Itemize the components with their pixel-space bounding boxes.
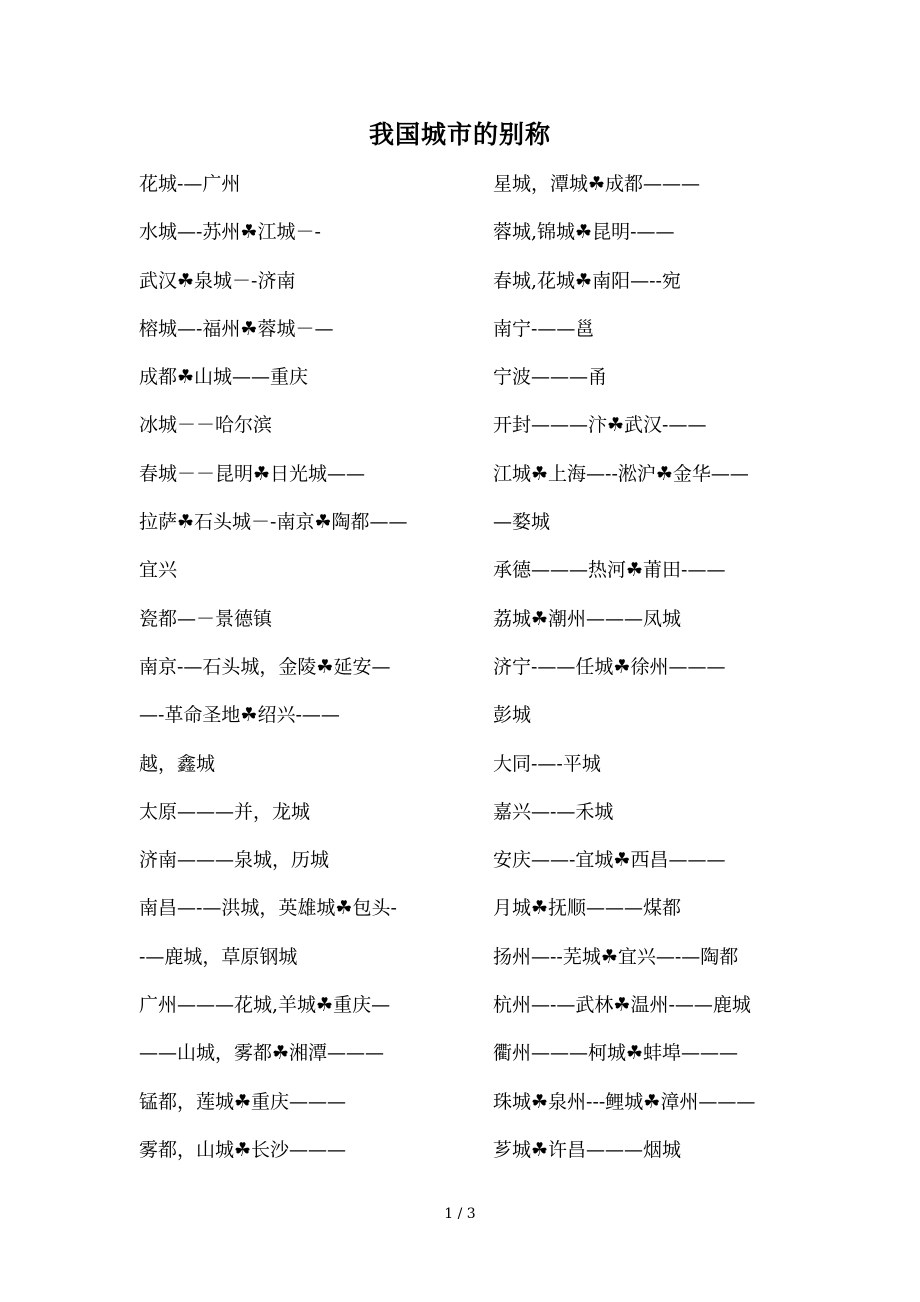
- text-line: 南京-—石头城，金陵☘延安—: [139, 655, 391, 678]
- text-line: 月城☘抚顺———煤都: [493, 897, 682, 920]
- text-line: 冰城－－哈尔滨: [139, 414, 273, 437]
- page-title: 我国城市的别称: [368, 120, 551, 149]
- text-line: 星城，潭城☘成都———: [493, 173, 701, 195]
- text-line: 衢州———柯城☘蚌埠———: [493, 1042, 739, 1065]
- text-line: —婺城: [493, 511, 551, 534]
- text-line: 越，鑫城: [139, 752, 216, 775]
- text-line: 花城-—广州: [139, 173, 241, 195]
- text-line: 南昌—-—洪城，英雄城☘包头-: [139, 897, 397, 920]
- text-line: 芗城☘许昌———烟城: [493, 1138, 682, 1161]
- text-line: 济南———泉城，历城: [139, 849, 330, 872]
- text-line: —-革命圣地☘绍兴-——: [139, 704, 340, 727]
- text-line: ——山城，雾都☘湘潭———: [139, 1042, 385, 1065]
- text-line: 水城—-苏州☘江城－-: [139, 221, 321, 244]
- page-number: 1 / 3: [444, 1206, 476, 1222]
- text-line: 瓷都—－景德镇: [139, 607, 273, 630]
- text-line: 春城,花城☘南阳—--宛: [493, 269, 681, 292]
- text-line: 宜兴: [139, 559, 178, 582]
- text-line: 荔城☘潮州———凤城: [493, 607, 682, 630]
- text-line: 广州———花城,羊城☘重庆—: [139, 994, 391, 1017]
- left-column: [139, 160, 439, 1174]
- text-line: -—鹿城，草原钢城: [139, 945, 298, 968]
- text-line: 春城－－昆明☘日光城——: [139, 462, 366, 485]
- text-line: 扬州—--芜城☘宜兴—-—陶都: [493, 945, 739, 968]
- text-line: 开封———汴☘武汉-——: [493, 414, 707, 437]
- text-line: 南宁-——邕: [493, 317, 595, 340]
- text-line: 武汉☘泉城－-济南: [139, 269, 296, 292]
- text-line: 珠城☘泉州---鲤城☘漳州———: [493, 1090, 756, 1113]
- text-line: 锰都，莲城☘重庆———: [139, 1090, 347, 1113]
- text-line: 拉萨☘石头城－-南京☘陶都——: [139, 511, 408, 534]
- text-line: 雾都，山城☘长沙———: [139, 1138, 347, 1161]
- text-line: 江城☘上海—--淞沪☘金华——: [493, 462, 749, 485]
- text-line: 宁波———甬: [493, 366, 608, 389]
- text-line: 彭城: [493, 704, 532, 727]
- text-line: 济宁-——任城☘徐州———: [493, 655, 726, 678]
- text-line: 蓉城,锦城☘昆明-——: [493, 221, 675, 244]
- text-line: 成都☘山城——重庆: [139, 366, 309, 389]
- text-line: 杭州—-—武林☘温州-——鹿城: [493, 994, 751, 1017]
- text-line: 安庆——-宜城☘西昌———: [493, 849, 726, 872]
- text-line: 承德———热河☘莆田-——: [493, 559, 726, 582]
- text-line: 嘉兴—-—禾城: [493, 800, 614, 823]
- text-line: 大同-—-平城: [493, 752, 601, 775]
- text-line: 太原———并，龙城: [139, 800, 311, 823]
- text-line: 榕城—-福州☘蓉城－—: [139, 317, 334, 340]
- right-column: [493, 160, 793, 1174]
